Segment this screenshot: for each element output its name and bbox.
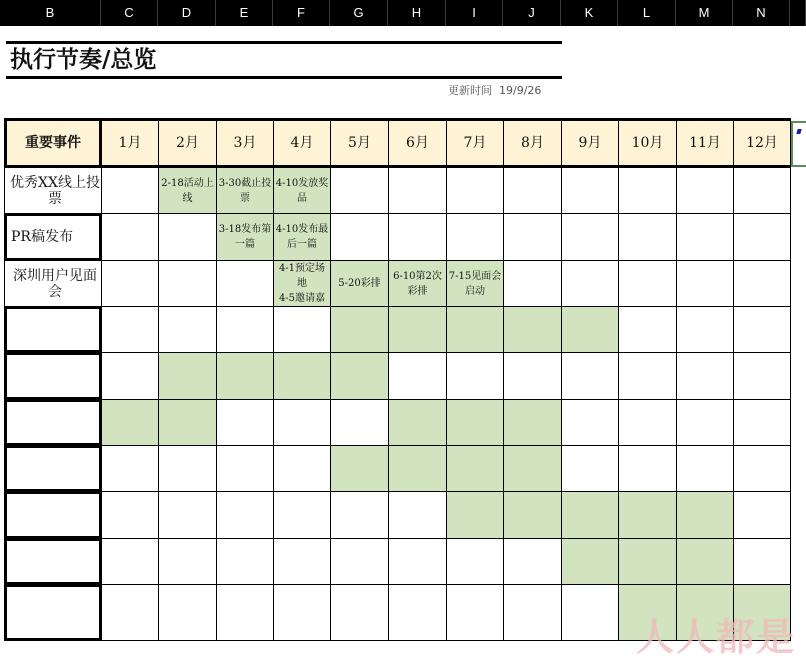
schedule-cell-m2[interactable] <box>158 167 217 214</box>
schedule-cell-m7[interactable] <box>446 538 504 585</box>
updated-label: 更新时间 <box>448 84 492 97</box>
schedule-cell-m4[interactable] <box>273 491 331 539</box>
header-month-3[interactable]: 3月 <box>216 118 274 168</box>
schedule-cell-m11[interactable] <box>676 306 734 353</box>
schedule-cell-m9[interactable] <box>561 491 619 539</box>
schedule-cell-m5[interactable] <box>330 167 389 214</box>
schedule-cell-m5[interactable] <box>330 213 389 261</box>
schedule-cell-m3[interactable] <box>216 538 274 585</box>
schedule-cell-m3[interactable] <box>216 352 274 400</box>
selection-marker-dot <box>796 129 801 134</box>
schedule-cell-m4[interactable] <box>273 538 331 585</box>
schedule-cell-m10[interactable] <box>618 167 677 214</box>
schedule-cell-m8[interactable] <box>503 260 562 307</box>
header-month-5[interactable]: 5月 <box>330 118 389 168</box>
schedule-cell-m5[interactable] <box>330 260 389 307</box>
updated-timestamp <box>448 83 541 99</box>
schedule-cell-m12[interactable] <box>733 306 791 353</box>
schedule-cell-m7[interactable] <box>446 306 504 353</box>
column-letter-L[interactable]: L <box>618 0 676 26</box>
schedule-cell-m4[interactable] <box>273 260 331 307</box>
schedule-cell-m11[interactable] <box>676 260 734 307</box>
event-name-cell[interactable]: PR稿发布 <box>4 213 102 261</box>
event-name-cell[interactable] <box>4 306 102 353</box>
schedule-cell-m12[interactable] <box>733 491 791 539</box>
header-month-12[interactable]: 12月 <box>733 118 791 168</box>
schedule-cell-m8[interactable] <box>503 538 562 585</box>
schedule-cell-m2[interactable] <box>158 260 217 307</box>
schedule-cell-m7[interactable] <box>446 445 504 492</box>
schedule-cell-m3[interactable] <box>216 584 274 641</box>
schedule-cell-m1[interactable] <box>101 445 159 492</box>
schedule-note: 4-1预定场地 4-5邀请嘉 <box>278 263 326 304</box>
column-letter-M[interactable]: M <box>676 0 733 26</box>
schedule-note: 2-18活动上线 <box>161 177 214 204</box>
schedule-cell-m9[interactable] <box>561 306 619 353</box>
schedule-cell-m7[interactable] <box>446 584 504 641</box>
schedule-cell-m4[interactable] <box>273 399 331 446</box>
schedule-cell-m1[interactable] <box>101 260 159 307</box>
column-letter-I[interactable]: I <box>446 0 503 26</box>
schedule-cell-m1[interactable] <box>101 491 159 539</box>
schedule-cell-m9[interactable] <box>561 445 619 492</box>
schedule-cell-m8[interactable] <box>503 399 562 446</box>
schedule-cell-m1[interactable] <box>101 352 159 400</box>
schedule-cell-m10[interactable] <box>618 538 677 585</box>
column-letter-C[interactable]: C <box>101 0 158 26</box>
header-month-9[interactable]: 9月 <box>561 118 619 168</box>
schedule-cell-m8[interactable] <box>503 445 562 492</box>
watermark-logo: 人人都是 <box>636 615 797 659</box>
column-letter-G[interactable]: G <box>330 0 388 26</box>
schedule-cell-m10[interactable] <box>618 491 677 539</box>
schedule-cell-m11[interactable] <box>676 167 734 214</box>
schedule-cell-m8[interactable] <box>503 491 562 539</box>
schedule-cell-m1[interactable] <box>101 399 159 446</box>
schedule-cell-m9[interactable] <box>561 352 619 400</box>
schedule-note: 4-10发放奖品 <box>275 177 329 204</box>
schedule-cell-m12[interactable] <box>733 445 791 492</box>
schedule-cell-m11[interactable] <box>676 213 734 261</box>
schedule-cell-m4[interactable] <box>273 306 331 353</box>
schedule-cell-m4[interactable] <box>273 445 331 492</box>
schedule-cell-m6[interactable] <box>388 445 447 492</box>
schedule-cell-m5[interactable] <box>330 306 389 353</box>
title-rule-top <box>6 41 562 44</box>
schedule-cell-m7[interactable] <box>446 491 504 539</box>
event-name-cell[interactable]: 优秀XX线上投票 <box>4 167 102 214</box>
schedule-cell-m6[interactable] <box>388 538 447 585</box>
schedule-cell-m12[interactable] <box>733 167 791 214</box>
selection-marker <box>791 121 806 167</box>
schedule-cell-m7[interactable] <box>446 352 504 400</box>
header-month-1[interactable]: 1月 <box>101 118 159 168</box>
schedule-cell-m5[interactable] <box>330 399 389 446</box>
schedule-cell-m2[interactable] <box>158 306 217 353</box>
schedule-cell-m12[interactable] <box>733 399 791 446</box>
schedule-cell-m11[interactable] <box>676 538 734 585</box>
event-name-cell[interactable] <box>4 584 102 641</box>
page-title: 执行节奏/总览 <box>10 47 157 73</box>
event-name-cell[interactable] <box>4 352 102 400</box>
schedule-cell-m4[interactable] <box>273 167 331 214</box>
schedule-cell-m7[interactable] <box>446 167 504 214</box>
schedule-cell-m9[interactable] <box>561 260 619 307</box>
schedule-cell-m5[interactable] <box>330 491 389 539</box>
schedule-cell-m2[interactable] <box>158 584 217 641</box>
column-letter-F[interactable]: F <box>273 0 330 26</box>
schedule-cell-m11[interactable] <box>676 399 734 446</box>
column-letter-D[interactable]: D <box>158 0 216 26</box>
event-name-cell[interactable] <box>4 491 102 539</box>
schedule-cell-m6[interactable] <box>388 213 447 261</box>
schedule-cell-m1[interactable] <box>101 584 159 641</box>
event-name-cell[interactable] <box>4 538 102 585</box>
schedule-cell-m3[interactable] <box>216 306 274 353</box>
schedule-cell-m3[interactable] <box>216 399 274 446</box>
schedule-cell-m8[interactable] <box>503 352 562 400</box>
schedule-cell-m2[interactable] <box>158 491 217 539</box>
schedule-cell-m4[interactable] <box>273 584 331 641</box>
column-letter-E[interactable]: E <box>216 0 273 26</box>
column-header-bar <box>0 0 806 26</box>
schedule-cell-m10[interactable] <box>618 213 677 261</box>
schedule-cell-m6[interactable] <box>388 167 447 214</box>
schedule-cell-m3[interactable] <box>216 260 274 307</box>
schedule-cell-m6[interactable] <box>388 306 447 353</box>
schedule-cell-m7[interactable] <box>446 260 504 307</box>
schedule-cell-m2[interactable] <box>158 399 217 446</box>
schedule-cell-m11[interactable] <box>676 445 734 492</box>
header-event-cell[interactable]: 重要事件 <box>4 118 102 168</box>
schedule-cell-m8[interactable] <box>503 584 562 641</box>
schedule-note: 6-10第2次彩排 <box>393 270 442 297</box>
schedule-cell-m9[interactable] <box>561 213 619 261</box>
event-name-cell[interactable] <box>4 399 102 446</box>
schedule-cell-m12[interactable] <box>733 538 791 585</box>
header-month-4[interactable]: 4月 <box>273 118 331 168</box>
schedule-cell-m1[interactable] <box>101 538 159 585</box>
schedule-cell-m9[interactable] <box>561 538 619 585</box>
schedule-note: 3-18发布第一篇 <box>218 224 272 250</box>
schedule-cell-m2[interactable] <box>158 352 217 400</box>
schedule-cell-m10[interactable] <box>618 306 677 353</box>
schedule-note: 7-15见面会启动 <box>448 270 502 297</box>
schedule-cell-m3[interactable] <box>216 213 274 261</box>
updated-value: 19/9/26 <box>499 84 542 97</box>
schedule-cell-m1[interactable] <box>101 306 159 353</box>
column-letter-K[interactable]: K <box>561 0 618 26</box>
column-letter-J[interactable]: J <box>503 0 561 26</box>
schedule-cell-m1[interactable] <box>101 213 159 261</box>
schedule-cell-m5[interactable] <box>330 352 389 400</box>
schedule-cell-m7[interactable] <box>446 213 504 261</box>
schedule-note: 5-20彩排 <box>338 278 381 289</box>
schedule-note: 4-10发布最后一篇 <box>275 224 329 250</box>
schedule-cell-m12[interactable] <box>733 260 791 307</box>
schedule-cell-m10[interactable] <box>618 399 677 446</box>
schedule-cell-m5[interactable] <box>330 584 389 641</box>
schedule-cell-m10[interactable] <box>618 352 677 400</box>
column-letter-B[interactable]: B <box>0 0 101 26</box>
schedule-cell-m3[interactable] <box>216 167 274 214</box>
schedule-cell-m12[interactable] <box>733 352 791 400</box>
column-header-filler <box>790 0 806 26</box>
schedule-cell-m9[interactable] <box>561 167 619 214</box>
schedule-cell-m7[interactable] <box>446 399 504 446</box>
schedule-cell-m4[interactable] <box>273 352 331 400</box>
schedule-note: 3-30截止投票 <box>218 177 272 204</box>
schedule-cell-m5[interactable] <box>330 445 389 492</box>
schedule-cell-m8[interactable] <box>503 306 562 353</box>
header-month-10[interactable]: 10月 <box>618 118 677 168</box>
schedule-cell-m11[interactable] <box>676 352 734 400</box>
schedule-cell-m6[interactable] <box>388 399 447 446</box>
schedule-cell-m8[interactable] <box>503 167 562 214</box>
schedule-cell-m2[interactable] <box>158 445 217 492</box>
event-name-cell[interactable] <box>4 445 102 492</box>
column-letter-H[interactable]: H <box>388 0 446 26</box>
event-name-cell[interactable]: 深圳用户见面会 <box>4 260 102 307</box>
schedule-cell-m4[interactable] <box>273 213 331 261</box>
header-month-6[interactable]: 6月 <box>388 118 447 168</box>
schedule-cell-m6[interactable] <box>388 352 447 400</box>
schedule-cell-m1[interactable] <box>101 167 159 214</box>
schedule-cell-m2[interactable] <box>158 213 217 261</box>
schedule-cell-m6[interactable] <box>388 584 447 641</box>
header-month-7[interactable]: 7月 <box>446 118 504 168</box>
schedule-cell-m6[interactable] <box>388 491 447 539</box>
schedule-cell-m3[interactable] <box>216 491 274 539</box>
schedule-cell-m2[interactable] <box>158 538 217 585</box>
column-letter-N[interactable]: N <box>733 0 790 26</box>
header-month-8[interactable]: 8月 <box>503 118 562 168</box>
header-month-11[interactable]: 11月 <box>676 118 734 168</box>
schedule-cell-m10[interactable] <box>618 260 677 307</box>
schedule-cell-m9[interactable] <box>561 584 619 641</box>
schedule-cell-m3[interactable] <box>216 445 274 492</box>
schedule-cell-m5[interactable] <box>330 538 389 585</box>
title-rule-bottom <box>6 76 562 79</box>
schedule-cell-m8[interactable] <box>503 213 562 261</box>
schedule-cell-m6[interactable] <box>388 260 447 307</box>
header-month-2[interactable]: 2月 <box>158 118 217 168</box>
schedule-cell-m11[interactable] <box>676 491 734 539</box>
schedule-cell-m12[interactable] <box>733 213 791 261</box>
schedule-cell-m9[interactable] <box>561 399 619 446</box>
schedule-cell-m10[interactable] <box>618 445 677 492</box>
